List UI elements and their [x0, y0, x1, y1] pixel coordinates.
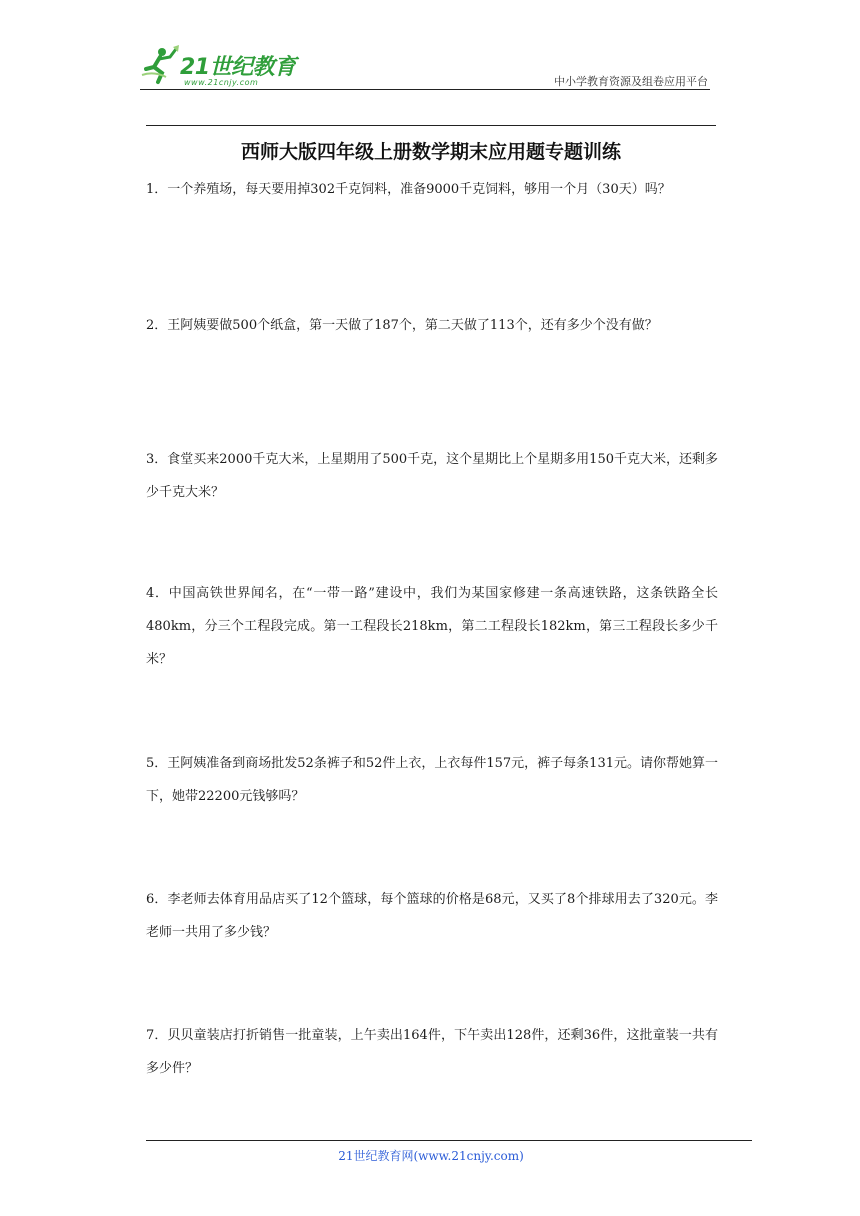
footer-divider: [146, 1140, 752, 1141]
title-divider: [146, 125, 716, 126]
platform-label: 中小学教育资源及组卷应用平台: [554, 75, 708, 88]
question-5: 5．王阿姨准备到商场批发52条裤子和52件上衣，上衣每件157元，裤子每条131元。请你帮她算一下，她带22200元钱够吗？: [146, 756, 718, 804]
page-header: [140, 40, 710, 90]
runner-icon: [140, 45, 180, 85]
question-4: 4．中国高铁世界闻名，在“一带一路”建设中，我们为某国家修建一条高速铁路，这条铁路全长480km，分三个工程段完成。第一工程段长218km，第二工程段长182km，第三工程段长多少千米？: [146, 586, 718, 667]
logo-url: www.21cnjy.com: [184, 78, 259, 87]
question-3: 3．食堂买来2000千克大米，上星期用了500千克，这个星期比上个星期多用150千克大米，还剩多少千克大米？: [146, 452, 718, 500]
question-6: 6．李老师去体育用品店买了12个篮球，每个篮球的价格是68元，又买了8个排球用去了320元。李老师一共用了多少钱？: [146, 892, 718, 940]
question-2: 2．王阿姨要做500个纸盒，第一天做了187个，第二天做了113个，还有多少个没有做？: [146, 318, 658, 333]
header-divider: [140, 89, 710, 90]
logo-text: 21世纪教育: [180, 55, 296, 80]
footer-link[interactable]: 21世纪教育网(www.21cnjy.com): [338, 1149, 524, 1163]
page-title: 西师大版四年级上册数学期末应用题专题训练: [240, 141, 621, 163]
site-logo[interactable]: [140, 40, 320, 90]
question-1: 1．一个养殖场，每天要用掉302千克饲料，准备9000千克饲料，够用一个月（30天）吗？: [146, 182, 671, 197]
question-7: 7．贝贝童装店打折销售一批童装，上午卖出164件，下午卖出128件，还剩36件，这批童装一共有多少件？: [146, 1028, 718, 1076]
